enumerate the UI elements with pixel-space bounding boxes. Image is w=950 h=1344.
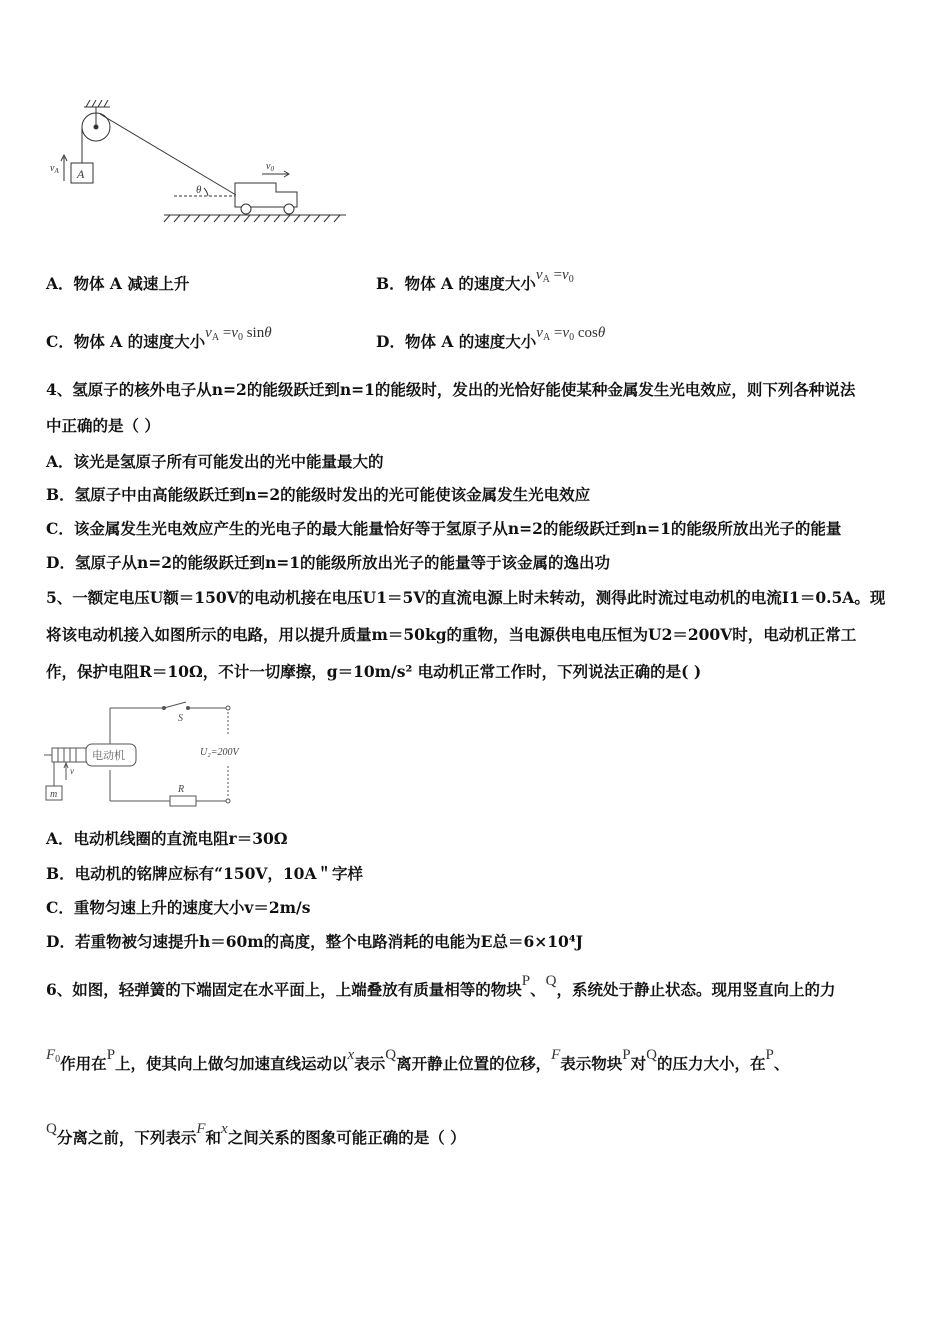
q6-stem-line2: $F_0$作用在P上，使其向上做匀加速直线运动以x表示Q离开静止位置的位移，F表示物块P对Q的压力大小，在P、 (46, 1047, 790, 1073)
q4-option-d[interactable]: D．氢原子从n=2的能级跃迁到n=1的能级所放出光子的能量等于该金属的逸出功 (46, 553, 611, 572)
q4-option-a[interactable]: A．该光是氢原子所有可能发出的光中能量最大的 (46, 452, 384, 471)
q3-option-b[interactable]: B．物体 A 的速度大小$v_A =v_0$ (376, 267, 574, 293)
q3-option-c-formula: $v_A =v_0$ sinθ (205, 325, 272, 343)
q5-option-c[interactable]: C．重物匀速上升的速度大小v＝2m/s (46, 898, 311, 917)
switch-label: S (178, 713, 183, 724)
motor-circuit-figure (40, 700, 270, 810)
v0-label: $v_0$ (266, 161, 274, 173)
motor-label: 电动机 (92, 750, 125, 762)
q4-stem-line2: 中正确的是（ ） (46, 416, 160, 435)
q6-stem-line3: Q分离之前，下列表示F和x之间关系的图象可能正确的是（ ） (46, 1121, 466, 1147)
va-label: $v_A$ (50, 163, 59, 175)
q5-option-d[interactable]: D．若重物被匀速提升h＝60m的高度，整个电路消耗的电能为E总＝6×10⁴J (46, 932, 583, 951)
q3-option-d[interactable]: D．物体 A 的速度大小$v_A =v_0$ cosθ (376, 325, 606, 351)
q5-stem-line3: 作，保护电阻R＝10Ω，不计一切摩擦，g＝10m/s² 电动机正常工作时，下列说法正确的是( ) (46, 662, 702, 681)
q4-stem-line1: 4、氢原子的核外电子从n=2的能级跃迁到n=1的能级时，发出的光恰好能使某种金属发生光电效应，则下列各种说法 (46, 380, 856, 399)
q3-option-d-formula: $v_A =v_0$ cosθ (536, 325, 606, 343)
q6-stem-line1: 6、如图，轻弹簧的下端固定在水平面上，上端叠放有质量相等的物块P、Q，系统处于静止状态。现用竖直向上的力 (46, 973, 836, 999)
q5-option-b[interactable]: B．电动机的铭牌应标有“150V，10A＂字样 (46, 864, 363, 883)
voltage-label: U₂=200V (200, 747, 239, 758)
q5-stem-line2: 将该电动机接入如图所示的电路，用以提升质量m＝50kg的重物，当电源供电电压恒为U2＝200V时，电动机正常工 (46, 625, 857, 644)
velocity-label: v (70, 766, 74, 776)
q4-option-c[interactable]: C．该金属发生光电效应产生的光电子的最大能量恰好等于氢原子从n=2的能级跃迁到n=1的能级所放出光子的能量 (46, 519, 842, 538)
q3-option-c[interactable]: C．物体 A 的速度大小$v_A =v_0$ sinθ (46, 325, 272, 351)
q4-option-b[interactable]: B．氢原子中由高能级跃迁到n=2的能级时发出的光可能使该金属发生光电效应 (46, 485, 591, 504)
q5-stem-line1: 5、一额定电压U额＝150V的电动机接在电压U1＝5V的直流电源上时未转动，测得此时流过电动机的电流I1＝0.5A。现 (46, 588, 886, 607)
q3-option-b-formula: $v_A =v_0$ (535, 267, 574, 285)
q3-option-a[interactable]: A．物体 A 减速上升 (46, 274, 190, 293)
block-a-label: A (77, 167, 85, 181)
mass-label: m (50, 789, 58, 800)
q5-option-a[interactable]: A．电动机线圈的直流电阻r＝30Ω (46, 829, 288, 848)
pulley-car-figure (40, 95, 360, 235)
resistor-label: R (178, 784, 185, 795)
theta-label: θ (196, 184, 202, 196)
